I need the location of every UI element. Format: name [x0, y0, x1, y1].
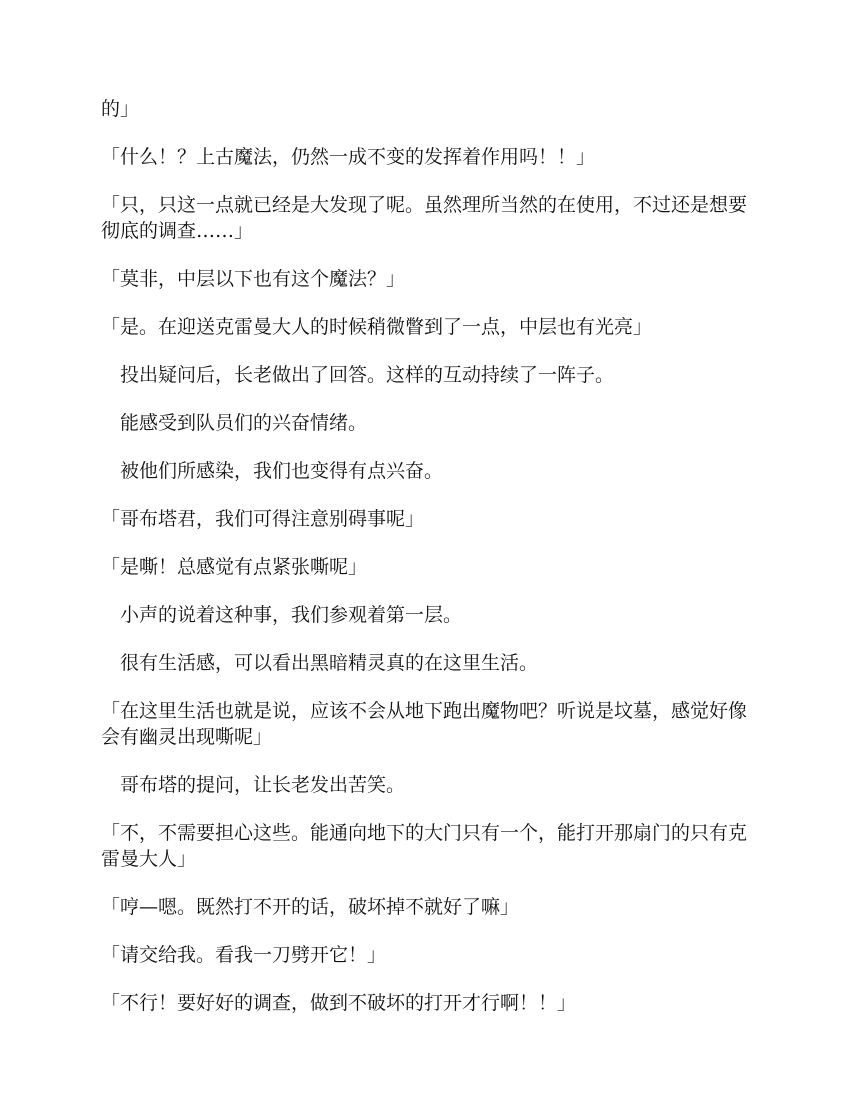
paragraph: 投出疑问后，长老做出了回答。这样的互动持续了一阵子。	[101, 364, 615, 386]
paragraph: 哥布塔的提问，让长老发出苦笑。	[101, 774, 406, 796]
paragraph: 的」	[101, 98, 140, 120]
paragraph: 能感受到队员们的兴奋情绪。	[101, 412, 368, 434]
paragraph: 「不行！要好好的调查，做到不破坏的打开才行啊！！」	[101, 992, 577, 1014]
paragraph: 被他们所感染，我们也变得有点兴奋。	[101, 460, 444, 482]
paragraph: 小声的说着这种事，我们参观着第一层。	[101, 604, 463, 626]
paragraph: 「请交给我。看我一刀劈开它！」	[101, 944, 387, 966]
paragraph: 「只，只这一点就已经是大发现了呢。虽然理所当然的在使用，不过还是想要彻底的调查……」	[101, 194, 748, 242]
paragraph: 「哥布塔君，我们可得注意别碍事呢」	[101, 508, 425, 530]
paragraph: 「在这里生活也就是说，应该不会从地下跑出魔物吧？听说是坟墓，感觉好像会有幽灵出现嘶呢」	[101, 700, 748, 748]
paragraph: 「莫非，中层以下也有这个魔法？」	[101, 268, 406, 290]
paragraph: 「哼—嗯。既然打不开的话，破坏掉不就好了嘛」	[101, 896, 520, 918]
paragraph: 「是。在迎送克雷曼大人的时候稍微瞥到了一点，中层也有光亮」	[101, 316, 653, 338]
paragraph: 「不，不需要担心这些。能通向地下的大门只有一个，能打开那扇门的只有克雷曼大人」	[101, 822, 748, 870]
paragraph: 「是嘶！总感觉有点紧张嘶呢」	[101, 556, 368, 578]
document-page	[101, 96, 751, 1038]
paragraph: 很有生活感，可以看出黑暗精灵真的在这里生活。	[101, 652, 539, 674]
paragraph: 「什么！？上古魔法，仍然一成不变的发挥着作用吗！！」	[101, 146, 596, 168]
